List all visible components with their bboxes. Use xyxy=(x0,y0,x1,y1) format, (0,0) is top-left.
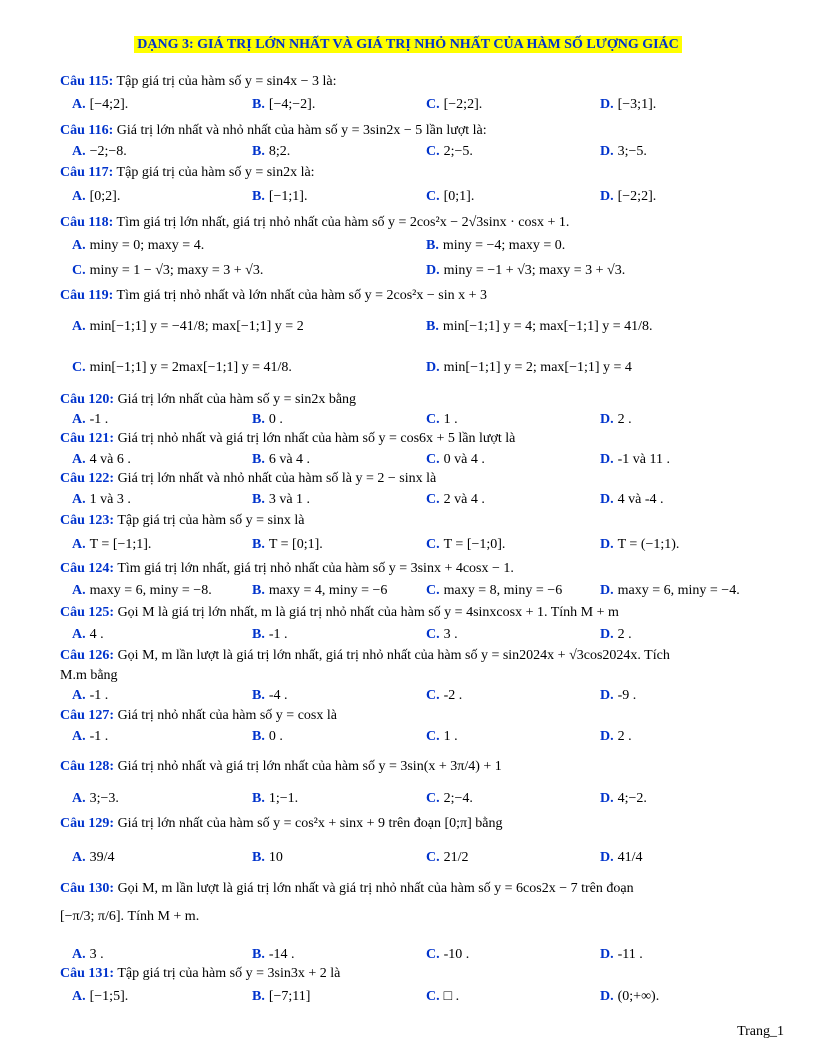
question-127: Câu 127: Giá trị nhỏ nhất của hàm số y = cosx là xyxy=(60,708,337,723)
options-119-row1: A. min[−1;1] y = −41/8; max[−1;1] y = 2 B. min[−1;1] y = 4; max[−1;1] y = 41/8. xyxy=(72,319,653,334)
options-130: A. 3 . B. -14 . C. -10 . D. -11 . xyxy=(72,947,643,962)
question-117: Câu 117: Tập giá trị của hàm số y = sin2x là: xyxy=(60,165,315,180)
question-121: Câu 121: Giá trị nhỏ nhất và giá trị lớn nhất của hàm số y = cos6x + 5 lần lượt là xyxy=(60,431,516,446)
question-128: Câu 128: Giá trị nhỏ nhất và giá trị lớn nhất của hàm số y = 3sin(x + 3π/4) + 1 xyxy=(60,759,502,774)
question-119: Câu 119: Tìm giá trị nhỏ nhất và lớn nhất của hàm số y = 2cos²x − sin x + 3 xyxy=(60,288,487,303)
options-131: A. [−1;5]. B. [−7;11] C. □ . D. (0;+∞). xyxy=(72,989,660,1004)
options-115: A. [−4;2]. B. [−4;−2]. C. [−2;2]. D. [−3;1]. xyxy=(72,97,657,112)
question-125: Câu 125: Gọi M là giá trị lớn nhất, m là giá trị nhỏ nhất của hàm số y = 4sinxcosx + 1. Tính M + m xyxy=(60,605,619,620)
options-122: A. 1 và 3 . B. 3 và 1 . C. 2 và 4 . D. 4 và -4 . xyxy=(72,492,664,507)
question-118: Câu 118: Tìm giá trị lớn nhất, giá trị nhỏ nhất của hàm số y = 2cos²x − 2√3sinx · cosx + 1. xyxy=(60,215,570,230)
options-126: A. -1 . B. -4 . C. -2 . D. -9 . xyxy=(72,688,637,703)
options-128: A. 3;−3. B. 1;−1. C. 2;−4. D. 4;−2. xyxy=(72,791,647,806)
question-130-cont: [−π/3; π/6]. Tính M + m. xyxy=(60,909,200,924)
question-115: Câu 115: Tập giá trị của hàm số y = sin4x − 3 là: xyxy=(60,74,337,89)
options-121: A. 4 và 6 . B. 6 và 4 . C. 0 và 4 . D. -1 và 11 . xyxy=(72,452,670,467)
page-number: Trang_1 xyxy=(737,1024,784,1039)
options-116: A. −2;−8. B. 8;2. C. 2;−5. D. 3;−5. xyxy=(72,144,647,159)
question-126: Câu 126: Gọi M, m lần lượt là giá trị lớn nhất, giá trị nhỏ nhất của hàm số y = sin2024x + √3cos2024x. Tích xyxy=(60,648,670,663)
options-118-row2: C. miny = 1 − √3; maxy = 3 + √3. D. miny = −1 + √3; maxy = 3 + √3. xyxy=(72,263,626,278)
options-119-row2: C. min[−1;1] y = 2max[−1;1] y = 41/8. D. min[−1;1] y = 2; max[−1;1] y = 4 xyxy=(72,360,632,375)
question-130: Câu 130: Gọi M, m lần lượt là giá trị lớn nhất và giá trị nhỏ nhất của hàm số y = 6cos2x − 7 trên đoạn xyxy=(60,881,634,896)
question-116: Câu 116: Giá trị lớn nhất và nhỏ nhất của hàm số y = 3sin2x − 5 lần lượt là: xyxy=(60,123,487,138)
question-122: Câu 122: Giá trị lớn nhất và nhỏ nhất của hàm số là y = 2 − sinx là xyxy=(60,471,437,486)
options-118-row1: A. miny = 0; maxy = 4. B. miny = −4; maxy = 0. xyxy=(72,238,566,253)
options-127: A. -1 . B. 0 . C. 1 . D. 2 . xyxy=(72,729,632,744)
options-129: A. 39/4 B. 10 C. 21/2 D. 41/4 xyxy=(72,850,643,865)
options-125: A. 4 . B. -1 . C. 3 . D. 2 . xyxy=(72,627,632,642)
question-124: Câu 124: Tìm giá trị lớn nhất, giá trị nhỏ nhất của hàm số y = 3sinx + 4cosx − 1. xyxy=(60,561,514,576)
options-117: A. [0;2]. B. [−1;1]. C. [0;1]. D. [−2;2]. xyxy=(72,189,657,204)
question-131: Câu 131: Tập giá trị của hàm số y = 3sin3x + 2 là xyxy=(60,966,341,981)
options-120: A. -1 . B. 0 . C. 1 . D. 2 . xyxy=(72,412,632,427)
question-120: Câu 120: Giá trị lớn nhất của hàm số y = sin2x bằng xyxy=(60,392,357,407)
options-124: A. maxy = 6, miny = −8. B. maxy = 4, miny = −6 C. maxy = 8, miny = −6 D. maxy = 6, miny = −4. xyxy=(72,583,740,598)
question-126-cont: M.m bằng xyxy=(60,668,118,683)
question-129: Câu 129: Giá trị lớn nhất của hàm số y = cos²x + sinx + 9 trên đoạn [0;π] bằng xyxy=(60,816,503,831)
options-123: A. T = [−1;1]. B. T = [0;1]. C. T = [−1;0]. D. T = (−1;1). xyxy=(72,537,680,552)
page-title: DẠNG 3: GIÁ TRỊ LỚN NHẤT VÀ GIÁ TRỊ NHỎ NHẤT CỦA HÀM SỐ LƯỢNG GIÁC xyxy=(0,37,816,53)
question-123: Câu 123: Tập giá trị của hàm số y = sinx là xyxy=(60,513,305,528)
